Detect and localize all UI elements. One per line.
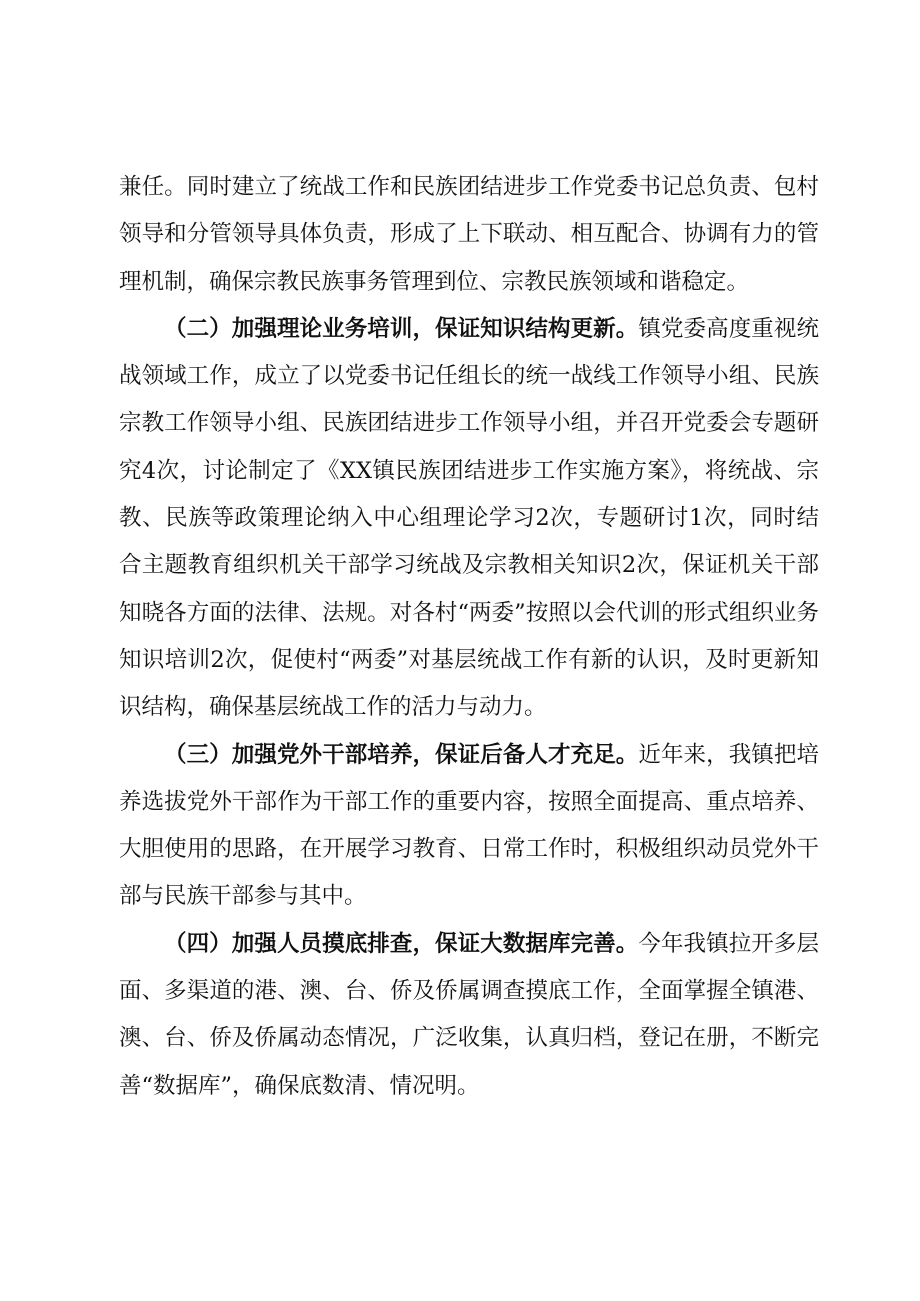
paragraph-3: [119, 732, 819, 921]
paragraph-2-text: 镇党委高度重视统战领域工作，成立了以党委书记任组长的统一战线工作领导小组、民族宗教工作领导小组、民族团结进步工作领导小组，并召开党委会专题研究4次，讨论制定了《XX镇民族团结进步工作实施方案》，将统战、宗教、民族等政策理论纳入中心组理论学习2次，专题研讨1次，同时结合主题教育组织机关干部学习统战及宗教相关知识2次，保证机关干部知晓各方面的法律、法规。对各村“两委”按照以会代训的形式组织业务知识培训2次，促使村“两委”对基层统战工作有新的认识，及时更新知识结构，确保基层统战工作的活力与动力。: [119, 315, 819, 721]
paragraph-4-text: 今年我镇拉开多层面、多渠道的港、澳、台、侨及侨属调查摸底工作，全面掌握全镇港、澳、台、侨及侨属动态情况，广泛收集，认真归档，登记在册，不断完善“数据库”，确保底数清、情况明。: [119, 930, 819, 1099]
paragraph-4-heading: （四）加强人员摸底排查，保证大数据库完善。: [164, 930, 639, 957]
paragraph-4: [119, 921, 819, 1110]
paragraph-1-text: 兼任。同时建立了统战工作和民族团结进步工作党委书记总负责、包村领导和分管领导具体负责，形成了上下联动、相互配合、协调有力的管理机制，确保宗教民族事务管理到位、宗教民族领域和谐稳定。: [119, 174, 819, 295]
paragraph-3-text: 近年来，我镇把培养选拔党外干部作为干部工作的重要内容，按照全面提高、重点培养、大胆使用的思路，在开展学习教育、日常工作时，积极组织动员党外干部与民族干部参与其中。: [119, 741, 819, 910]
paragraph-2: [119, 306, 819, 732]
paragraph-1: [119, 164, 819, 306]
paragraph-3-heading: （三）加强党外干部培养，保证后备人才充足。: [164, 741, 639, 768]
document-body: [119, 164, 819, 1110]
paragraph-2-heading: （二）加强理论业务培训，保证知识结构更新。: [164, 315, 639, 342]
